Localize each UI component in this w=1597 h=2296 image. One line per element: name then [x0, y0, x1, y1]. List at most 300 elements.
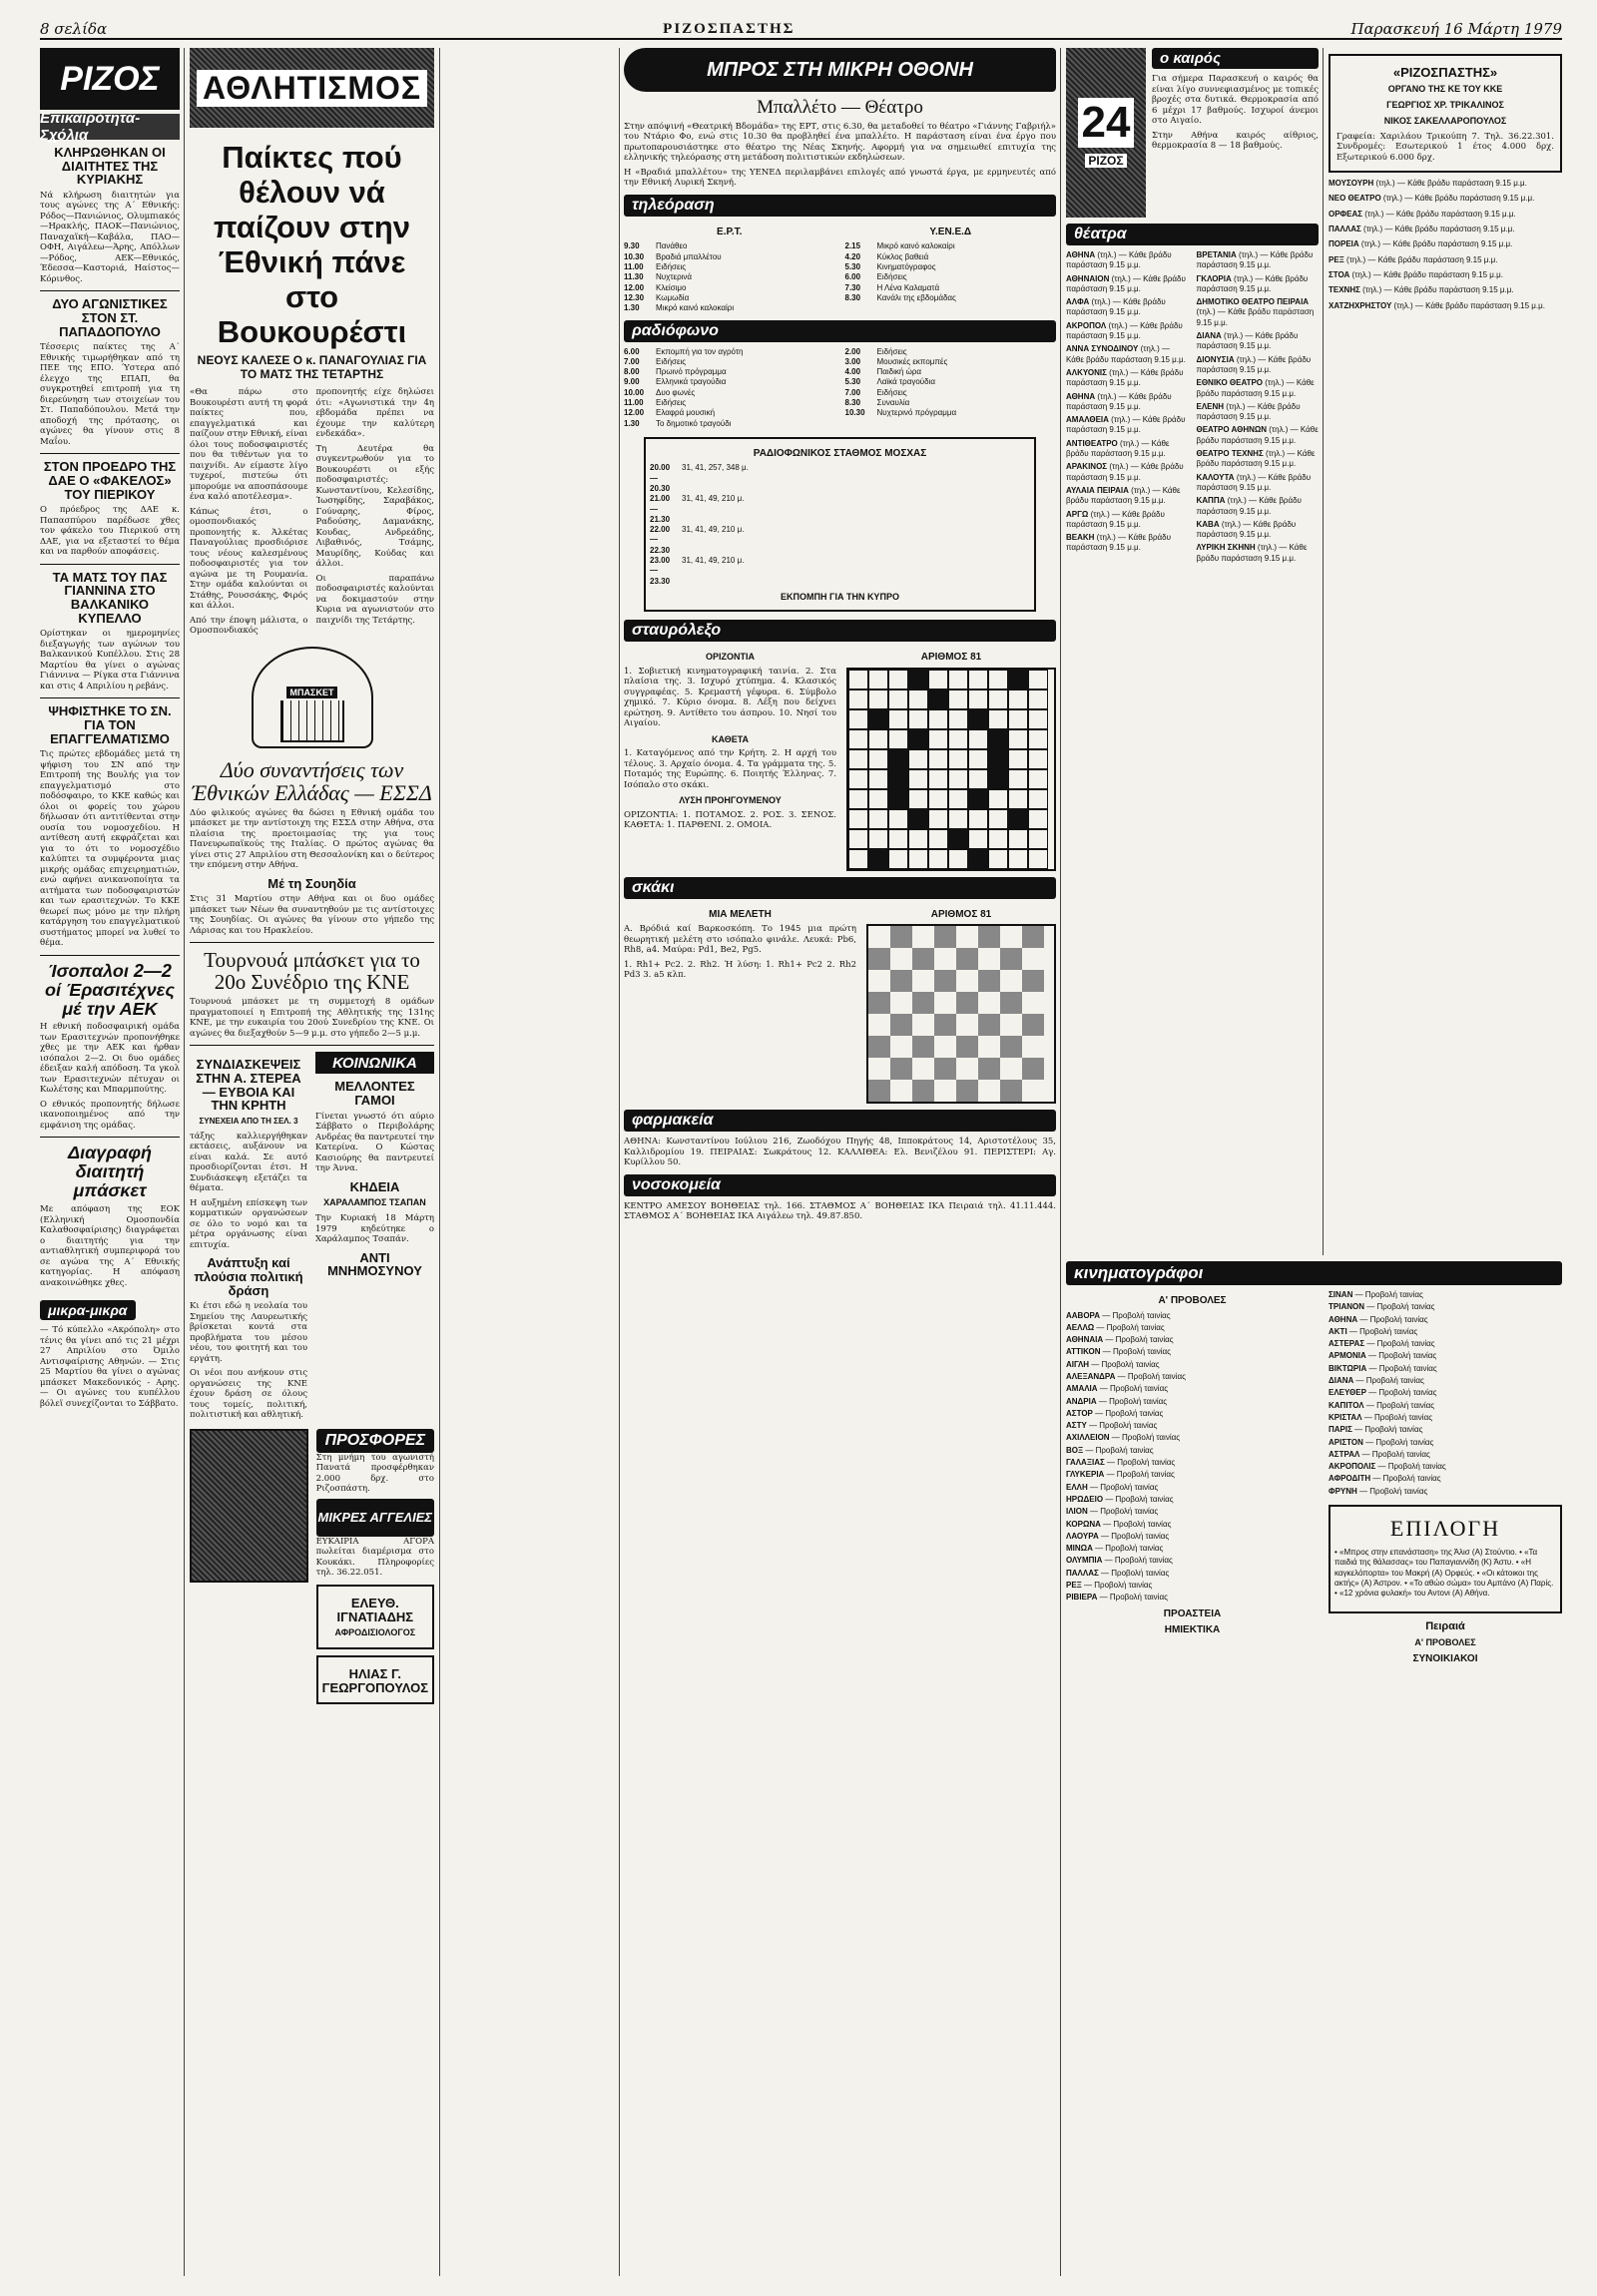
- article-text: Η «Βραδιά μπαλλέτου» της ΥΕΝΕΔ περιλαμβάνει επιλογές από γνωστά έργα, με ερμηνευτές από την Εθνική Λυρική Σκηνή.: [624, 167, 1056, 189]
- program: Ειδήσεις: [656, 262, 687, 272]
- basket-headline: Δύο συναντήσεις των Έθνικών Ελλάδας — ΕΣΣΔ: [192, 756, 432, 805]
- cinema-item: ΓΛΥΚΕΡΙΑ — Προβολή ταινίας: [1066, 1470, 1175, 1480]
- main-subheadline: ΝΕΟΥΣ ΚΑΛΕΣΕ Ο κ. ΠΑΝΑΓΟΥΛΙΑΣ ΓΙΑ ΤΟ ΜΑΤΣ ΤΗΣ ΤΕΤΑΡΤΗΣ: [197, 353, 427, 381]
- theatre-list: [1066, 250, 1319, 564]
- chess-square: [1000, 970, 1022, 992]
- editor: ΝΙΚΟΣ ΣΑΚΕΛΛΑΡΟΠΟΥΛΟΣ: [1383, 115, 1507, 126]
- chess-square: [956, 992, 978, 1014]
- crossword-cell: [888, 729, 908, 749]
- chess-square: [1000, 1058, 1022, 1080]
- crossword-cell: [948, 729, 968, 749]
- crossword-cell: [988, 709, 1008, 729]
- crossword-cell: [868, 789, 888, 809]
- chess-square: [978, 1036, 1000, 1058]
- crossword-cell: [948, 670, 968, 689]
- cinema-item: ΑΤΤΙΚΟΝ — Προβολή ταινίας: [1066, 1347, 1172, 1357]
- tv-row: [624, 262, 835, 272]
- time: 8.30: [844, 398, 861, 407]
- crossword-cell: [968, 670, 988, 689]
- chess-square: [868, 948, 890, 970]
- theatre-item: ΝΕΟ ΘΕΑΤΡΟ (τηλ.) — Κάθε βράδυ παράσταση 9.15 μ.μ.: [1329, 194, 1535, 204]
- crossword-cell: [908, 670, 928, 689]
- program: Συναυλία: [876, 398, 910, 407]
- crossword-cell: [888, 749, 908, 769]
- crossword-cell: [968, 769, 988, 789]
- program: Νυχτερινό πρόγραμμα: [876, 408, 957, 418]
- ert-listing: [624, 222, 835, 314]
- crossword-cell: [848, 729, 868, 749]
- weather-badge: [1066, 48, 1146, 218]
- crossword-cell: [888, 670, 908, 689]
- column-rule: [1060, 48, 1061, 2276]
- article-headline: ΤΑ ΜΑΤΣ ΤΟΥ ΠΑΣ ΓΙΑΝΝΙΝΑ ΣΤΟ ΒΑΛΚΑΝΙΚΟ ΚΥΠΕΛΛΟ: [52, 569, 168, 626]
- tileorasi-heading: τηλεόραση: [624, 195, 1056, 217]
- chess: [624, 904, 1056, 1105]
- program: Κανάλι της εβδομάδας: [876, 292, 956, 302]
- director: ΓΕΩΡΓΙΟΣ ΧΡ. ΤΡΙΚΑΛΙΝΟΣ: [1386, 99, 1504, 110]
- chess-square: [956, 1080, 978, 1102]
- cinemas-imiekt: ΗΜΙΕΚΤΙΚΑ: [1164, 1624, 1221, 1636]
- crossword-cell: [908, 749, 928, 769]
- weather-heading: ο καιρός: [1152, 48, 1319, 69]
- crossword-cell: [888, 809, 908, 829]
- rizos-brand: ΡΙΖΟΣ: [40, 48, 180, 110]
- chess-square: [890, 1058, 912, 1080]
- crossword-cell: [968, 689, 988, 709]
- chess-square: [912, 992, 934, 1014]
- doctor-ad: [316, 1585, 434, 1649]
- rizo-box-sub: ΟΡΓΑΝΟ ΤΗΣ ΚΕ ΤΟΥ ΚΚΕ: [1387, 83, 1503, 94]
- theatre-item: ΧΑΤΖΗΧΡΗΣΤΟΥ (τηλ.) — Κάθε βράδυ παράσταση 9.15 μ.μ.: [1329, 300, 1545, 310]
- tv-rows: [624, 241, 835, 313]
- crossword-cell: [968, 789, 988, 809]
- crossword-cell: [1008, 749, 1028, 769]
- chess-square: [890, 1080, 912, 1102]
- crossword-grid: [846, 668, 1056, 871]
- cinema-item: ΑΧΙΛΛΕΙΟΝ — Προβολή ταινίας: [1066, 1433, 1181, 1443]
- crossword-cell: [928, 749, 948, 769]
- cinemas-heading: κινηματογράφοι: [1066, 1261, 1562, 1285]
- crossword-cell: [848, 809, 868, 829]
- doctor-specialty: ΑΦΡΟΔΙΣΙΟΛΟΓΟΣ: [334, 1627, 416, 1638]
- program: 31, 41, 49, 210 μ.: [682, 556, 745, 566]
- time: 7.00: [624, 356, 640, 366]
- crossword-cell: [968, 849, 988, 869]
- section-title: ΑΘΛΗΤΙΣΜΟΣ: [197, 70, 427, 107]
- radio-row: [624, 408, 835, 418]
- crossword-clues: ΟΡΙΖΟΝΤΙΑ 1. Σοβιετική κινηματογραφική ταινία. 2. Στα πλαίσια της. 3. Ισχυρό χτύπημα. 4. Κλασικός συγγραφέας. 5. Κρεμαστή γέφυρα. 6. Σύμβολο χημικό. 7. Κύριο όνομα. 8. Λέξη που δείχνει ερώτηση. 9. Αντίθετο του άσπρου. 10. Νησί του Αιγαίου. ΚΑΘΕΤΑ 1. Καταγόμενος από την Κρήτη. 2. Η αρχή του τέλους. 3. Αρχαίο όνομα. 4. Τα γράμματα της. 5. Ποταμός της Ευρώπης. 6. Ποιητής Έλληνας. 7. Ισόπαλο στο σκάκι. ΛΥΣΗ ΠΡΟΗΓΟΥΜΕΝΟΥ ΟΡΙΖΟΝΤΙΑ: 1. ΠΟΤΑΜΟΣ. 2. ΡΟΣ. 3. ΣΕΝΟΣ. ΚΑΘΕΤΑ: 1. ΠΑΡΘΕΝΙ. 2. ΟΜΟΙΑ.: [624, 652, 836, 831]
- crossword-cell: [868, 689, 888, 709]
- crossword-cell: [948, 849, 968, 869]
- chess-square: [956, 1036, 978, 1058]
- cinema-right: [1329, 1290, 1562, 1668]
- main-headline: Παίκτες πού θέλουν νά παίζουν στην Έθνική πάνε στο Βουκουρέστι: [213, 140, 411, 349]
- time: 21.00 — 21.30: [650, 494, 671, 524]
- crossword-cell: [848, 689, 868, 709]
- tv-row: [845, 283, 1057, 293]
- chess-square: [868, 1036, 890, 1058]
- main-article: «Θα πάρω στο Βουκουρέστι αυτή τη φορά παίκτες που, επαγγελματικά και παίζουν στην Εθνική, είναι όλοι τους ποδοσφαιριστές που θα τιθέντων για το παιχνίδι. Αν είμαστε λίγο τυχεροί, πιστεύω ότι μπορούμε να αποσπάσουμε ένα καλό αποτέλεσμα». Κάπως έτσι, ο ομοσπονδιακός προπονητής κ. Άλκέτας Παναγούλιας προσδιόρισε τους νέους καλεσμένους ποδοσφαιριστές για τον αγώνα με τη Ρουμανία. Στην ομάδα καλούνται οι Στάθης, Ρουσσάκης, Φιρός και άλλοι. Από την έποψη μάλιστα, ο Ομοσπονδιακός προπονητής είχε δηλώσει ότι: «Αγωνιστικά την 4η εβδομάδα πρέπει να έχουμε την καλύτερη ενδεκάδα». Τη Δευτέρα θα συγκεντρωθούν για το Βουκουρέστι οι εξής ποδοσφαιριστές: Κωνσταντίνου, Κελεσίδης, Ίωσηφίδης, Σαραβάκος, Γούναρης, Φίρος, Ραδούσης, Δαμανάκης, Κουδας, Ανδρεάδης, Λιβαθινός, Τσάμης, Μαυρίδης, Κούδας και άλλοι. Οι παραπάνω ποδοσφαιριστές καλούνται να δοκιμαστούν στην Κυρια να αγωνιστούν στο παιχνίδι της Τετάρτης.: [190, 387, 434, 636]
- column-rule: [184, 48, 185, 2276]
- chess-square: [978, 1014, 1000, 1036]
- chess-square: [956, 948, 978, 970]
- radio-rows: [845, 347, 1057, 429]
- radio-row: [845, 377, 1057, 387]
- cinema-item: ΑΑΒΟΡΑ — Προβολή ταινίας: [1066, 1310, 1171, 1320]
- doctor-name: ΕΛΕΥΘ. ΙΓΝΑΤΙΑΔΗΣ: [336, 1595, 414, 1624]
- cinema-item: ΗΡΩΔΕΙΟ — Προβολή ταινίας: [1066, 1494, 1174, 1504]
- crossword-cell: [928, 769, 948, 789]
- cinema-item: ΒΙΚΤΩΡΙΑ — Προβολή ταινίας: [1329, 1363, 1437, 1373]
- theatre-item: ΒΕΑΚΗ (τηλ.) — Κάθε βράδυ παράσταση 9.15 μ.μ.: [1066, 533, 1171, 553]
- chess-square: [934, 970, 956, 992]
- crossword-cell: [988, 670, 1008, 689]
- crossword-cell: [848, 849, 868, 869]
- chess-board: [866, 924, 1056, 1104]
- time: 20.00 — 20.30: [650, 463, 671, 493]
- theatre-item: ΑΛΚΥΟΝΙΣ (τηλ.) — Κάθε βράδυ παράσταση 9.15 μ.μ.: [1066, 367, 1184, 388]
- chess-square: [1022, 1080, 1044, 1102]
- chess-square: [934, 992, 956, 1014]
- chess-square: [934, 948, 956, 970]
- theatre-item: ΠΟΡΕΙΑ (τηλ.) — Κάθε βράδυ παράσταση 9.15 μ.μ.: [1329, 239, 1513, 249]
- crossword-cell: [868, 709, 888, 729]
- tv-row: [624, 272, 835, 282]
- article-headline: ΚΛΗΡΩΘΗΚΑΝ ΟΙ ΔΙΑΙΤΗΤΕΣ ΤΗΣ ΚΥΡΙΑΚΗΣ: [54, 145, 166, 188]
- prosfores-heading: ΠΡΟΣΦΟΡΕΣ: [316, 1429, 434, 1453]
- program: Ελαφρά μουσική: [656, 408, 716, 418]
- time: 12.00: [624, 408, 645, 418]
- tv-row: [845, 241, 1057, 251]
- theatre-item: ΔΙΑΝΑ (τηλ.) — Κάθε βράδυ παράσταση 9.15 μ.μ.: [1196, 331, 1299, 351]
- kne-headline: Τουρνουά μπάσκετ για το 20ο Συνέδριο της ΚΝΕ: [204, 948, 420, 995]
- cinema-item: ΙΛΙΟΝ — Προβολή ταινίας: [1066, 1507, 1159, 1517]
- theatre-item: ΜΟΥΣΟΥΡΗ (τηλ.) — Κάθε βράδυ παράσταση 9.15 μ.μ.: [1329, 179, 1527, 189]
- farmakeia-heading: φαρμακεία: [624, 1110, 1056, 1132]
- chess-square: [912, 926, 934, 948]
- time: 11.00: [624, 262, 644, 272]
- tv-row: [624, 303, 835, 313]
- article-headline: Διαγραφή διαιτητή μπάσκετ: [68, 1143, 152, 1201]
- program: Πρωινό πρόγραμμα: [656, 367, 727, 377]
- weather-brand: ΡΙΖΟΣ: [1085, 154, 1126, 168]
- crossword-cell: [928, 670, 948, 689]
- program: Νυχτερινά: [656, 272, 693, 282]
- chess-square: [868, 1080, 890, 1102]
- crossword-cell: [1008, 689, 1028, 709]
- tv-rows: [845, 241, 1057, 303]
- article-headline: ΨΗΦΙΣΤΗΚΕ ΤΟ ΣΝ. ΓΙΑ ΤΟΝ ΕΠΑΓΓΕΛΜΑΤΙΣΜΟ: [48, 703, 172, 746]
- cinema-item: ΑΚΡΟΠΟΛΙΣ — Προβολή ταινίας: [1329, 1462, 1446, 1472]
- radio-row: [624, 347, 835, 357]
- crossword-cell: [908, 709, 928, 729]
- radio-row: [845, 367, 1057, 377]
- program: Κύκλος βαθειά: [876, 251, 929, 261]
- crossword-cell: [908, 769, 928, 789]
- crossword-cell: [1028, 709, 1048, 729]
- chess-square: [1022, 948, 1044, 970]
- time: 4.00: [844, 367, 861, 377]
- theatre-item: ΑΝΝΑ ΣΥΝΟΔΙΝΟΥ (τηλ.) — Κάθε βράδυ παράσταση 9.15 μ.μ.: [1066, 344, 1186, 364]
- chess-square: [868, 970, 890, 992]
- doctor-name: ΗΛΙΑΣ Γ. ΓΕΩΡΓΟΠΟΥΛΟΣ: [321, 1666, 429, 1695]
- cinema-item: ΒΟΞ — Προβολή ταινίας: [1066, 1445, 1154, 1455]
- crossword-cell: [1028, 670, 1048, 689]
- moscow-box: [644, 437, 1036, 613]
- yened-listing: [845, 222, 1057, 314]
- crossword-cell: [928, 689, 948, 709]
- cinema-item: ΟΛΥΜΠΙΑ — Προβολή ταινίας: [1066, 1556, 1173, 1566]
- chess-square: [956, 970, 978, 992]
- article-text: Η εθνική ποδοσφαιρική ομάδα των Ερασιτεχνών προπονήθηκε χθες με την ΑΕΚ και ήρθαν ισόπαλοι 2—2. Οι δυο ομάδες έδειξαν καλή απόδοση. Τα γκολ των Ερασιτεχνών πέτυχαν οι Κωλέτσης και Μπαρμπούτης.: [40, 1022, 180, 1096]
- tv-row: [845, 262, 1057, 272]
- cinema-item: ΑΚΤΙ — Προβολή ταινίας: [1329, 1326, 1418, 1336]
- crossword-cell: [948, 769, 968, 789]
- cinema-item: ΔΙΑΝΑ — Προβολή ταινίας: [1329, 1376, 1424, 1386]
- time: 5.30: [844, 377, 861, 387]
- program: Κινηματόγραφος: [876, 262, 936, 272]
- crossword-cell: [968, 749, 988, 769]
- crossword-cell: [988, 829, 1008, 849]
- skaki-number: ΑΡΙΘΜΟΣ 81: [930, 908, 992, 920]
- program: Το δημοτικό τραγούδι: [656, 418, 732, 428]
- crossword-cell: [848, 789, 868, 809]
- program: Παιδική ώρα: [876, 367, 922, 377]
- portrait-photo: [190, 1429, 308, 1583]
- sterea-article: ΣΥΝΔΙΑΣΚΕΨΕΙΣ ΣΤΗΝ Α. ΣΤΕΡΕΑ — ΕΥΒΟΙΑ ΚΑΙ ΤΗΝ ΚΡΗΤΗ ΣΥΝΕΧΕΙΑ ΑΠΟ ΤΗ ΣΕΛ. 3 τάξης καλλιεργήθηκαν εκτάσεις, αυξάνουν να είναι καλά. Σε αυτό προσδιορίζονται έτσι. Η Συνδιάσκεψη εξετάζει τα θέματα. Η αυξημένη επίσκεψη των κομματικών οργανώσεων σε όλο το νομό και τα μέτρα οργάνωσης είναι επιτυχία. Ανάπτυξη καί πλούσια πολιτική δράση Κι έτσι εδώ η νεολαία του Σημείου της Λαυρεωτικής βρίσκεται κοντά στα προβλήματα του μέσου νέου, του φοιτητή και του εργάτη. Οι νέοι που ανήκουν στις οργανώσεις της ΚΝΕ έχουν δράση σε όλους τους τομείς, πολιτική, πολιτιστική και αθλητική.: [190, 1057, 307, 1421]
- crossword-cell: [968, 809, 988, 829]
- article-headline: Ίσοπαλοι 2—2 οί Έρασιτέχνες μέ την ΑΕΚ: [45, 960, 175, 1019]
- cinema-item: ΕΛΕΥΘΕΡ — Προβολή ταινίας: [1329, 1388, 1437, 1398]
- column-rule: [619, 48, 620, 2276]
- nosokomeia-heading: νοσοκομεία: [624, 1174, 1056, 1196]
- theatre-item: ΕΛΕΝΗ (τηλ.) — Κάθε βράδυ παράσταση 9.15 μ.μ.: [1196, 401, 1301, 422]
- cinema-item: ΑΦΡΟΔΙΤΗ — Προβολή ταινίας: [1329, 1474, 1441, 1484]
- program: Λαϊκά τραγούδια: [876, 377, 936, 387]
- anaptyxi-headline: Ανάπτυξη καί πλούσια πολιτική δράση: [194, 1255, 303, 1298]
- chess-square: [978, 948, 1000, 970]
- theatre-item: ΑΘΗΝΑ (τηλ.) — Κάθε βράδυ παράσταση 9.15 μ.μ.: [1066, 250, 1172, 270]
- crossword-cell: [908, 789, 928, 809]
- crossword-cell: [1028, 749, 1048, 769]
- tv-row: [624, 252, 835, 262]
- crossword-cell: [928, 789, 948, 809]
- newspaper-name: ΡΙΖΟΣΠΑΣΤΗΣ: [663, 21, 796, 37]
- chess-square: [978, 1058, 1000, 1080]
- radio-row: [845, 347, 1057, 357]
- crossword: [624, 647, 1056, 871]
- radio-row: [845, 388, 1057, 398]
- radio-row: [624, 398, 835, 408]
- article-text: ΚΕΝΤΡΟ ΑΜΕΣΟΥ ΒΟΗΘΕΙΑΣ τηλ. 166. ΣΤΑΘΜΟΣ Α΄ ΒΟΗΘΕΙΑΣ ΙΚΑ Πειραιά τηλ. 41.11.444. ΣΤΑΘΜΟΣ Α΄ ΒΟΗΘΕΙΑΣ ΙΚΑ Αιγάλεω τηλ. 49.87.850.: [624, 1200, 1056, 1222]
- orizontia-heading: ΟΡΙΖΟΝΤΙΑ: [706, 652, 755, 663]
- crossword-cell: [1008, 670, 1028, 689]
- time: 2.15: [844, 241, 861, 251]
- tv-row: [624, 241, 835, 251]
- cinema-item: ΤΡΙΑΝΟΝ — Προβολή ταινίας: [1329, 1302, 1435, 1312]
- time: 10.30: [844, 408, 865, 418]
- chess-square: [890, 1014, 912, 1036]
- chess-square: [1022, 1058, 1044, 1080]
- cinema-listings: [1066, 1290, 1562, 1668]
- cinema-item: ΑΣΤΡΑΛ — Προβολή ταινίας: [1329, 1449, 1430, 1459]
- program: Η Λένα Καλαματά: [876, 282, 940, 292]
- theatre-item: ΘΕΑΤΡΟ ΤΕΧΝΗΣ (τηλ.) — Κάθε βράδυ παράσταση 9.15 μ.μ.: [1196, 449, 1316, 469]
- crossword-cell: [1008, 829, 1028, 849]
- crossword-cell: [888, 709, 908, 729]
- crossword-cell: [908, 829, 928, 849]
- crossword-cell: [968, 709, 988, 729]
- time: 22.00 — 22.30: [650, 525, 671, 555]
- peiraia-heading: Πειραιά: [1425, 1619, 1465, 1632]
- crossword-cell: [848, 829, 868, 849]
- section-banner: [190, 48, 434, 128]
- crossword-cell: [1028, 809, 1048, 829]
- radio-schedule: [624, 347, 1056, 429]
- time: 10.00: [624, 387, 645, 397]
- stavro-number: ΑΡΙΘΜΟΣ 81: [920, 652, 982, 664]
- program: 31, 41, 49, 210 μ.: [682, 494, 745, 504]
- crossword-cell: [848, 670, 868, 689]
- cinema-item: ΑΛΕΞΑΝΔΡΑ — Προβολή ταινίας: [1066, 1371, 1186, 1381]
- mikres-heading: ΜΙΚΡΕΣ ΑΓΓΕΛΙΕΣ: [316, 1499, 434, 1537]
- skaki-title: ΜΙΑ ΜΕΛΕΤΗ: [709, 908, 772, 920]
- chess-square: [1000, 1014, 1022, 1036]
- cinemas-protaseis: ΠΡΟΑΣΤΕΙΑ: [1163, 1607, 1222, 1619]
- crossword-cell: [908, 809, 928, 829]
- crossword-cell: [1008, 849, 1028, 869]
- cinema-item: ΣΙΝΑΝ — Προβολή ταινίας: [1329, 1290, 1423, 1299]
- crossword-cell: [988, 769, 1008, 789]
- divider: [40, 564, 180, 565]
- chess-square: [934, 1080, 956, 1102]
- sports-main-column: [190, 48, 434, 2276]
- radio-row: [624, 377, 835, 387]
- masthead: [40, 12, 1562, 40]
- theatre-item: ΑΚΡΟΠΟΛ (τηλ.) — Κάθε βράδυ παράσταση 9.15 μ.μ.: [1066, 320, 1183, 341]
- sports-left-column: [40, 48, 180, 2276]
- sterea-sub: ΣΥΝΕΧΕΙΑ ΑΠΟ ΤΗ ΣΕΛ. 3: [199, 1116, 298, 1126]
- crossword-cell: [1028, 789, 1048, 809]
- moscow-row: [650, 463, 1030, 494]
- crossword-cell: [988, 789, 1008, 809]
- radio-row: [845, 408, 1057, 418]
- chess-board-wrap: [866, 904, 1056, 1105]
- lysi-heading: ΛΥΣΗ ΠΡΟΗΓΟΥΜΕΝΟΥ: [679, 795, 782, 806]
- katheta-heading: ΚΑΘΕΤΑ: [711, 733, 750, 744]
- radio-row: [624, 419, 835, 429]
- article-text: ΑΘΗΝΑ: Κωνσταντίνου Ιούλιου 216, Ζωοδόχου Πηγής 48, Ιπποκράτους 14, Αριστοτέλους 35, Καλλιδρομίου 19. ΠΕΙΡΑΙΑΣ: Σωκράτους 12. ΚΑΛΛΙΘΕΑ: Ελ. Βενιζέλου 91. ΠΕΡΙΣΤΕΡΙ: Αγ. Κυρίλλου 50.: [624, 1137, 1056, 1168]
- article-text: Τις πρώτες εβδομάδες μετά τη ψήφιση του ΣΝ από την Επιτροπή της Βουλής για τον επαγγελματισμό στο ποδόσφαιρο, το ΚΚΕ καθώς και όλοι οι φορείς του χώρου δήλωσαν ότι αντιτίθενται στην ουσία του νομοσχεδίου. Η αντίθεση αυτή εκφράζεται και για το ότι το νομοσχέδιο καλύπτει τα συμφέροντα μιας μικρής ομάδας επιχειρηματιών, ενώ αφήνει ανικανοποίητα τα αιτήματα των ποδοσφαιριστών και των ερασιτεχνών. Το ΚΚΕ θεωρεί πως μόνο με την πλήρη κατάργηση του επαγγελματικού συστήματος μπορεί να λυθεί το θέμα.: [40, 749, 180, 949]
- chess-square: [1022, 926, 1044, 948]
- crossword-cell: [928, 809, 948, 829]
- theatre-item: ΑΡΓΩ (τηλ.) — Κάθε βράδυ παράσταση 9.15 μ.μ.: [1066, 509, 1165, 529]
- weather-text: ο καιρός Για σήμερα Παρασκευή ο καιρός θα είναι λίγο συννεφιασμένος με τοπικές βροχές στα δυτικά. Θερμοκρασία από 6 μέχρι 17 βαθμούς. Ισχυροί άνεμοι στο Αιγαίο. Στην Αθήνα καιρός αίθριος, θερμοκρασία 8 — 18 βαθμούς.: [1152, 50, 1319, 151]
- tv-headline: Μπαλλέτο — Θέατρο: [757, 97, 923, 118]
- kideia-name: ΧΑΡΑΛΑΜΠΟΣ ΤΣΑΠΑΝ: [323, 1197, 426, 1208]
- article-headline: ΣΤΟΝ ΠΡΟΕΔΡΟ ΤΗΣ ΔΑΕ Ο «ΦΑΚΕΛΟΣ» ΤΟΥ ΠΙΕΡΙΚΟΥ: [43, 459, 177, 502]
- tv-row: [845, 252, 1057, 262]
- ert-heading: Ε.Ρ.Τ.: [717, 226, 743, 237]
- moscow-sched: ΕΚΠΟΜΠΗ ΓΙΑ ΤΗΝ ΚΥΠΡΟ: [781, 591, 899, 602]
- cinema-item: ΕΛΛΗ — Προβολή ταινίας: [1066, 1482, 1159, 1492]
- theatre-item: ΒΡΕΤΑΝΙΑ (τηλ.) — Κάθε βράδυ παράσταση 9.15 μ.μ.: [1196, 250, 1314, 270]
- crossword-cell: [868, 729, 888, 749]
- chess-square: [978, 992, 1000, 1014]
- crossword-cell: [1028, 769, 1048, 789]
- kideia-heading: ΚΗΔΕΙΑ: [349, 1178, 400, 1194]
- chess-square: [1000, 926, 1022, 948]
- crossword-cell: [868, 749, 888, 769]
- article-text: Στις 31 Μαρτίου στην Αθήνα και οι δυο ομάδες μπάσκετ των Νέων θα συναντηθούν με τις αντίστοιχες της Σουηδίας. Οι αγώνες θα γίνουν στο γήπεδο της Λάρισας και του Ηρακλείου.: [190, 894, 434, 936]
- crossword-cell: [908, 729, 928, 749]
- chess-square: [1000, 992, 1022, 1014]
- time: 4.20: [844, 251, 861, 261]
- time: 10.30: [624, 251, 645, 261]
- crossword-cell: [988, 749, 1008, 769]
- chess-square: [1022, 992, 1044, 1014]
- chess-square: [912, 1036, 934, 1058]
- chess-square: [890, 948, 912, 970]
- crossword-cell: [1028, 729, 1048, 749]
- crossword-cell: [848, 769, 868, 789]
- cinema-item: ΜΙΝΩΑ — Προβολή ταινίας: [1066, 1544, 1164, 1554]
- theatres-heading: θέατρα: [1066, 224, 1319, 245]
- article-text: Τέσσερις παίκτες της Α΄ Εθνικής τιμωρήθηκαν από τη ΠΕΕ της ΕΠΟ. Ύστερα από έλεγχο της ΕΠΑΠ, θα συγκροτηθεί επιτροπή για τη διερεύνηση των στοιχείων του Στ. Παπαδόπουλου. Μετά την αποδοχή της πρότασης, οι αγώνες θα γίνουν στις 8 Μαΐου.: [40, 342, 180, 447]
- radio-heading: ραδιόφωνο: [624, 320, 1056, 342]
- theatre-item: ΕΘΝΙΚΟ ΘΕΑΤΡΟ (τηλ.) — Κάθε βράδυ παράσταση 9.15 μ.μ.: [1196, 378, 1315, 398]
- program: 31, 41, 49, 210 μ.: [682, 525, 745, 535]
- time: 1.30: [624, 418, 640, 428]
- program: 31, 41, 257, 348 μ.: [682, 463, 749, 473]
- cinema-item: ΑΣΤΥ — Προβολή ταινίας: [1066, 1421, 1158, 1431]
- radio-row: [624, 367, 835, 377]
- article-headline: ΔΥΟ ΑΓΩΝΙΣΤΙΚΕΣ ΣΤΟΝ ΣΤ. ΠΑΠΑΔΟΠΟΥΛΟ: [52, 296, 168, 339]
- cinema-left: [1066, 1290, 1319, 1668]
- chess-text: ΜΙΑ ΜΕΛΕΤΗ Α. Βρόδιά καί Βαρκοσκόπη. Το 1945 μια πρώτη θεωρητική μελέτη στο ισόπαλο φινάλε. Λευκά: Ρb6, Rh8, a4. Μαύρα: Ρd1, Βe2, Ρg5. 1. Rh1+ Pc2. 2. Rh2. Ή λύση: 1. Rh1+ Pc2 2. Rh2 Pd3 3. a5 κλπ.: [624, 908, 856, 981]
- chess-square: [934, 1014, 956, 1036]
- chess-square: [978, 970, 1000, 992]
- mikra-heading: μικρα-μικρα: [40, 1300, 136, 1320]
- moscow-title: ΡΑΔΙΟΦΩΝΙΚΟΣ ΣΤΑΘΜΟΣ ΜΟΣΧΑΣ: [753, 447, 927, 459]
- article-text: Δύο φιλικούς αγώνες θα δώσει η Εθνική ομάδα του μπάσκετ με την αντίστοιχη της ΕΣΣΔ στην Αθήνα, στα πλαίσια της προετοιμασίας της για τους Πανευρωπαϊκούς της Ιταλίας. Ο πρώτος αγώνας θα γίνει στις 27 Απριλίου στη Θεσσαλονίκη και ο δεύτερος την επόμενη στην Αθήνα.: [190, 807, 434, 871]
- social-column: ΚΟΙΝΩΝΙΚΑ ΜΕΛΛΟΝΤΕΣ ΓΑΜΟΙ Γίνεται γνωστό ότι αύριο Σάββατο ο Περιβολάρης Ανδρέας θα παντρευτεί την Κατερίνα. Ο Κώστας Κασιούρης θα παντρευτεί την Άννα. ΚΗΔΕΙΑ ΧΑΡΑΛΑΜΠΟΣ ΤΣΑΠΑΝ Την Κυριακή 18 Μάρτη 1979 κηδεύτηκε ο Χαράλαμπος Τσαπάν. ΑΝΤΙ ΜΝΗΜΟΣΥΝΟΥ: [315, 1052, 434, 1424]
- cinema-rows: [1066, 1311, 1319, 1604]
- crossword-cell: [988, 849, 1008, 869]
- yened-heading: Υ.ΕΝ.Ε.Δ: [929, 226, 972, 237]
- crossword-cell: [988, 809, 1008, 829]
- epilogi-box: ΕΠΙΛΟΓΗ • «Μπρος στην επανάσταση» της Άλισ (Α) Στούντιο. • «Τα παιδιά της θάλασσας» του Παπαγιαννίδη (Κ) Άστυ. • «Η καγκελόπορτα» του Μακρή (Α) Ορφεύς. • «Οι κάτοικοι της ακτής» (Α) Άστρον. • «Το αθώο σώμα» του Αμπάνο (Α) Παρίς. • «12 χρόνια φυλακή» του Αντονι (Α) Αθήνα.: [1329, 1505, 1562, 1613]
- crossword-cell: [1008, 709, 1028, 729]
- cinema-item: ΠΑΛΛΑΣ — Προβολή ταινίας: [1066, 1568, 1170, 1578]
- chess-square: [868, 1058, 890, 1080]
- divider: [40, 1137, 180, 1138]
- radio-row: [845, 357, 1057, 367]
- article-text: Ο εθνικός προπονητής δήλωσε ικανοποιημένος από την εμφάνιση της ομάδας.: [40, 1099, 180, 1131]
- crossword-cell: [1028, 689, 1048, 709]
- chess-square: [1022, 1014, 1044, 1036]
- program: Ειδήσεις: [876, 346, 907, 356]
- radio-row: [624, 357, 835, 367]
- crossword-cell: [888, 689, 908, 709]
- cinema-item: ΚΟΡΩΝΑ — Προβολή ταινίας: [1066, 1519, 1172, 1529]
- chess-square: [912, 1080, 934, 1102]
- chess-square: [868, 1014, 890, 1036]
- basket-logo: [252, 647, 373, 748]
- skaki-heading: σκάκι: [624, 877, 1056, 899]
- program: Δυο φωνές: [656, 387, 696, 397]
- cinema-item: ΑΘΗΝΑ — Προβολή ταινίας: [1329, 1314, 1428, 1324]
